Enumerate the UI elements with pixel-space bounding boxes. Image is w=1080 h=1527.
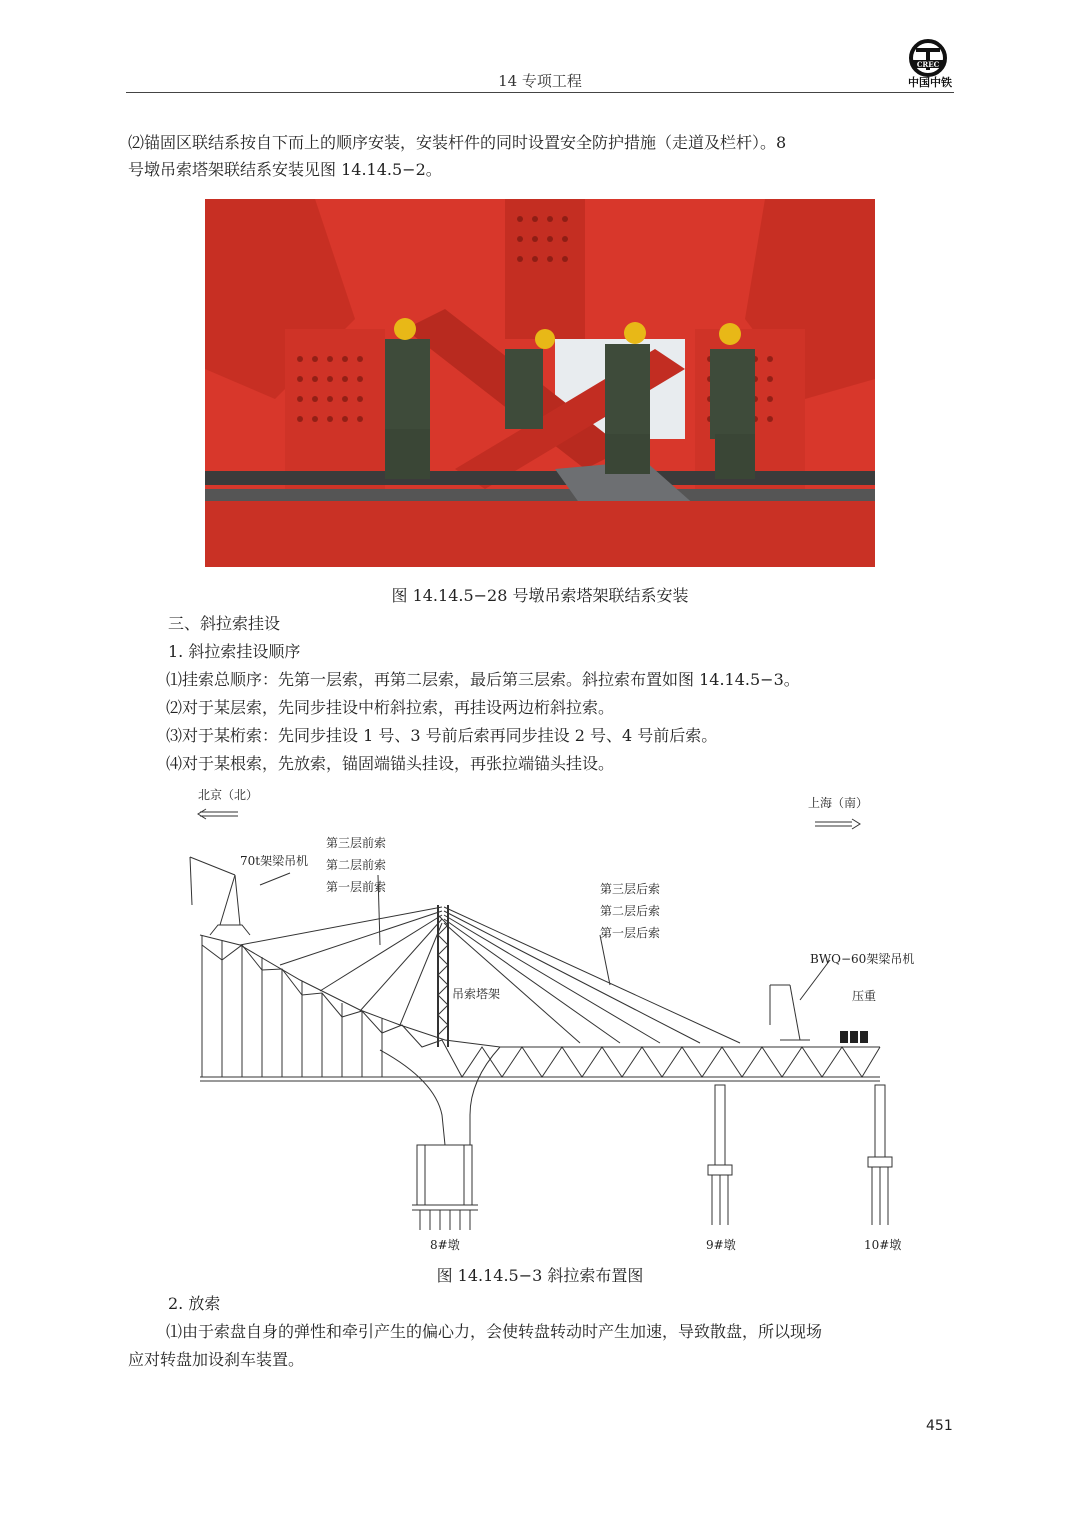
label-back-2: 第二层后索 — [600, 904, 661, 918]
para1-line1: ⑵锚固区联结系按自下而上的顺序安装，安装杆件的同时设置安全防护措施（走道及栏杆）。8 — [128, 133, 787, 152]
section3-heading: 三、斜拉索挂设 — [168, 614, 281, 633]
figure1-caption: 图 14.14.5−28 号墩吊索塔架联结系安装 — [391, 586, 689, 605]
svg-text:CREC: CREC — [916, 60, 940, 69]
label-crane-bwq: BWQ−60架梁吊机 — [810, 952, 915, 966]
label-back-1: 第一层后索 — [600, 926, 661, 940]
para2-line2: 应对转盘加设刹车装置。 — [128, 1350, 305, 1369]
chapter-header: 14 专项工程 — [498, 72, 582, 90]
label-back-3: 第三层后索 — [600, 882, 661, 896]
label-front-1: 第一层前索 — [326, 880, 387, 894]
subsection2-heading: 2. 放索 — [168, 1294, 221, 1313]
cable-layout-diagram — [180, 785, 915, 1263]
list-item-2: ⑵对于某层索，先同步挂设中桁斜拉索，再挂设两边桁斜拉索。 — [166, 698, 615, 717]
label-front-2: 第二层前索 — [326, 858, 387, 872]
label-pier-9: 9#墩 — [706, 1238, 736, 1252]
logo-label: 中国中铁 — [908, 76, 952, 89]
construction-photo — [205, 199, 875, 567]
label-pier-8: 8#墩 — [430, 1238, 460, 1252]
list-item-1: ⑴挂索总顺序：先第一层索，再第二层索，最后第三层索。斜拉索布置如图 14.14.5−3。 — [166, 670, 800, 689]
label-shanghai: 上海（南） — [808, 796, 869, 810]
page-number: 451 — [926, 1418, 953, 1434]
para2-line1: ⑴由于索盘自身的弹性和牵引产生的偏心力，会使转盘转动时产生加速，导致散盘，所以现场 — [166, 1322, 823, 1341]
label-tower: 吊索塔架 — [452, 987, 501, 1001]
header-divider — [126, 92, 954, 93]
label-pier-10: 10#墩 — [864, 1238, 902, 1252]
list-item-4: ⑷对于某根索，先放索，锚固端锚头挂设，再张拉端锚头挂设。 — [166, 754, 615, 773]
label-weight: 压重 — [852, 989, 877, 1003]
para1-line2: 号墩吊索塔架联结系安装见图 14.14.5−2。 — [128, 160, 442, 179]
subsection1-heading: 1. 斜拉索挂设顺序 — [168, 642, 301, 661]
label-beijing: 北京（北） — [198, 788, 259, 802]
list-item-3: ⑶对于某桁索：先同步挂设 1 号、3 号前后索再同步挂设 2 号、4 号前后索。 — [166, 726, 718, 745]
figure2-caption: 图 14.14.5−3 斜拉索布置图 — [436, 1266, 644, 1285]
label-crane-70t: 70t架梁吊机 — [240, 854, 309, 868]
label-front-3: 第三层前索 — [326, 836, 387, 850]
south-arrow-icon — [815, 819, 860, 829]
north-arrow-icon — [198, 809, 238, 819]
